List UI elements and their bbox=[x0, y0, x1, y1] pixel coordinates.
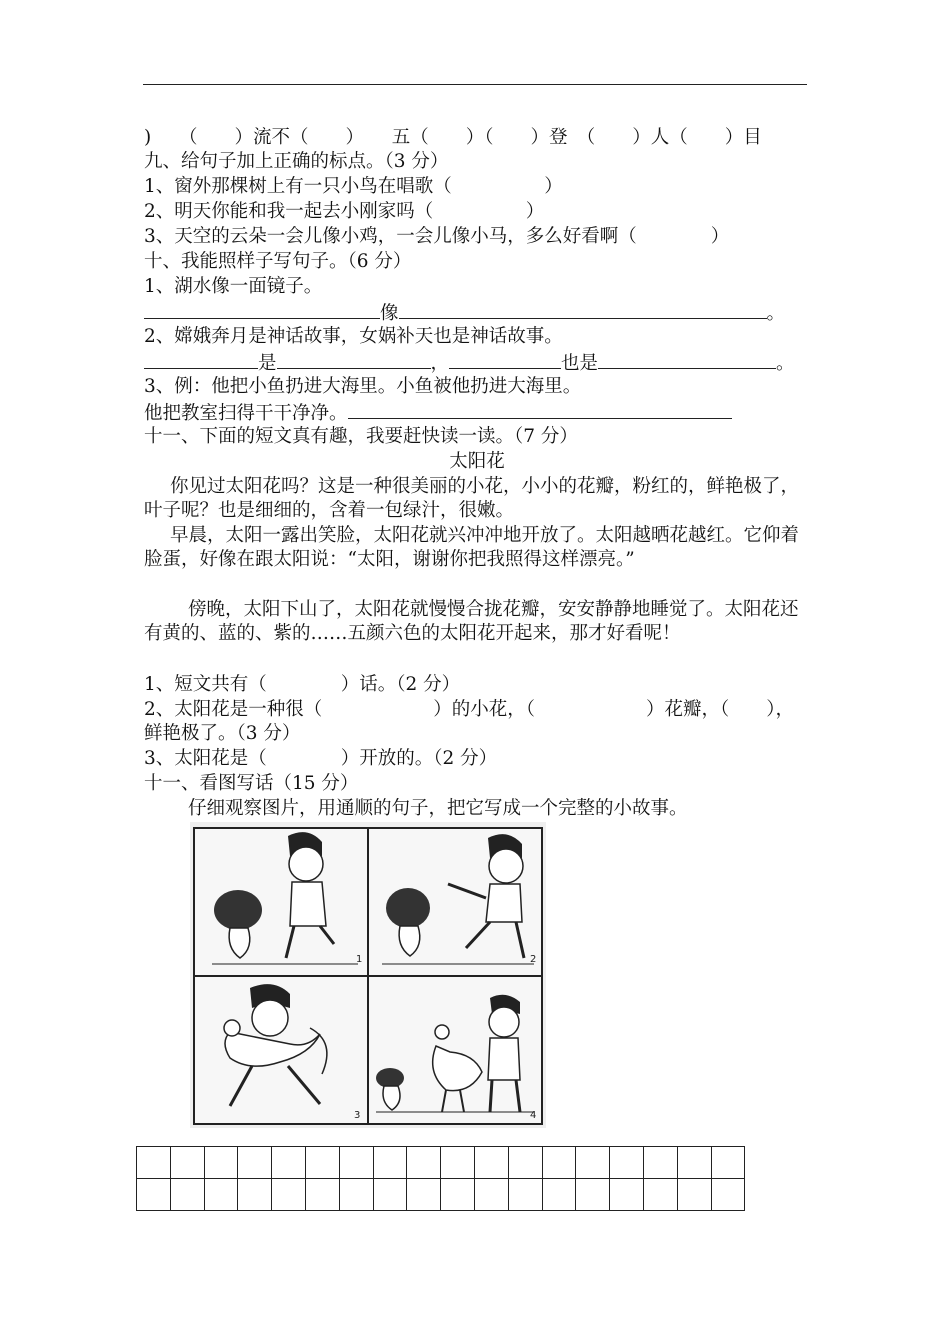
grid-cell[interactable] bbox=[407, 1147, 441, 1179]
grid-cell[interactable] bbox=[643, 1179, 677, 1211]
grid-cell[interactable] bbox=[508, 1179, 542, 1211]
grid-cell[interactable] bbox=[204, 1179, 238, 1211]
grid-cell[interactable] bbox=[238, 1179, 272, 1211]
grid-cell[interactable] bbox=[137, 1147, 171, 1179]
section-12-title: 十一、看图写话（15 分） bbox=[144, 773, 359, 794]
sec9-item-3: 3、天空的云朵一会儿像小鸡，一会儿像小马，多么好看啊（ ） bbox=[144, 226, 730, 247]
grid-cell[interactable] bbox=[407, 1179, 441, 1211]
grid-cell[interactable] bbox=[305, 1179, 339, 1211]
sec12-instruction: 仔细观察图片，用通顺的句子，把它写成一个完整的小故事。 bbox=[188, 798, 688, 819]
answer-blank[interactable] bbox=[144, 300, 380, 319]
grid-cell[interactable] bbox=[576, 1147, 610, 1179]
grid-cell[interactable] bbox=[610, 1179, 644, 1211]
sec10-item-2: 2、嫦娥奔月是神话故事，女娲补天也是神话故事。 bbox=[144, 326, 563, 347]
sec9-item-1: 1、窗外那棵树上有一只小鸟在唱歌（ ） bbox=[144, 176, 563, 197]
grid-cell[interactable] bbox=[170, 1179, 204, 1211]
grid-cell[interactable] bbox=[542, 1179, 576, 1211]
grid-row bbox=[137, 1179, 745, 1211]
grid-cell[interactable] bbox=[373, 1147, 407, 1179]
grid-cell[interactable] bbox=[643, 1147, 677, 1179]
grid-cell[interactable] bbox=[474, 1179, 508, 1211]
grid-cell[interactable] bbox=[305, 1147, 339, 1179]
grid-cell[interactable] bbox=[677, 1147, 711, 1179]
grid-cell[interactable] bbox=[474, 1147, 508, 1179]
sec10-item-3: 3、例：他把小鱼扔进大海里。小鱼被他扔进大海里。 bbox=[144, 376, 582, 397]
grid-cell[interactable] bbox=[576, 1179, 610, 1211]
grid-cell[interactable] bbox=[677, 1179, 711, 1211]
sec9-item-2: 2、明天你能和我一起去小刚家吗（ ） bbox=[144, 201, 545, 222]
sec10-answer-line-3: 他把教室扫得干干净净。 bbox=[144, 400, 732, 426]
panel-number: 3 bbox=[354, 1110, 361, 1121]
sec10-answer-line-2: 是 ， 也是 。 bbox=[144, 350, 795, 376]
grid-cell[interactable] bbox=[137, 1179, 171, 1211]
grid-cell[interactable] bbox=[339, 1147, 373, 1179]
answer-blank[interactable] bbox=[399, 300, 767, 319]
story-paragraph-1: 你见过太阳花吗？这是一种很美丽的小花，小小的花瓣，粉红的，鲜艳极了，叶子呢？也是细细的，含着一包绿汁，很嫩。 bbox=[144, 476, 800, 521]
sec11-question-2: 2、太阳花是一种很（ ）的小花，（ ）花瓣，（ ），鲜艳极了。（3 分） bbox=[144, 699, 795, 744]
comic-panels bbox=[190, 822, 546, 1128]
writing-grid bbox=[136, 1146, 745, 1211]
grid-cell[interactable] bbox=[339, 1179, 373, 1211]
story-title: 太阳花 bbox=[449, 451, 505, 472]
answer-blank[interactable] bbox=[598, 350, 776, 369]
grid-cell[interactable] bbox=[272, 1179, 306, 1211]
header-rule bbox=[143, 84, 807, 85]
grid-cell[interactable] bbox=[508, 1147, 542, 1179]
answer-blank[interactable] bbox=[449, 350, 561, 369]
answer-blank[interactable] bbox=[144, 350, 258, 369]
grid-row bbox=[137, 1147, 745, 1179]
story-paragraph-2: 早晨，太阳一露出笑脸，太阳花就兴冲冲地开放了。太阳越晒花越红。它仰着脸蛋，好像在跟太阳说：“太阳，谢谢你把我照得这样漂亮。” bbox=[144, 525, 800, 570]
panel-number: 1 bbox=[356, 954, 363, 965]
sec10-item-1: 1、湖水像一面镜子。 bbox=[144, 276, 323, 297]
answer-blank[interactable] bbox=[348, 400, 732, 419]
grid-cell[interactable] bbox=[272, 1147, 306, 1179]
sec11-question-3: 3、太阳花是（ ）开放的。（2 分） bbox=[144, 748, 498, 769]
story-picture bbox=[190, 822, 546, 1128]
grid-cell[interactable] bbox=[238, 1147, 272, 1179]
grid-cell[interactable] bbox=[170, 1147, 204, 1179]
grid-cell[interactable] bbox=[441, 1179, 475, 1211]
answer-blank[interactable] bbox=[277, 350, 431, 369]
grid-cell[interactable] bbox=[373, 1179, 407, 1211]
story-paragraph-3: 傍晚，太阳下山了，太阳花就慢慢合拢花瓣，安安静静地睡觉了。太阳花还有黄的、蓝的、紫的……五颜六色的太阳花开起来，那才好看呢！ bbox=[144, 599, 799, 644]
fill-blank-row: ) （ ）流不（ ） 五（ ）（ ）登 （ ）人（ ）目 bbox=[144, 127, 762, 148]
sec11-question-1: 1、短文共有（ ）话。（2 分） bbox=[144, 674, 461, 695]
grid-cell[interactable] bbox=[542, 1147, 576, 1179]
sec10-answer-line-1: 像 。 bbox=[144, 300, 785, 326]
section-10-title: 十、我能照样子写句子。（6 分） bbox=[144, 251, 412, 272]
grid-cell[interactable] bbox=[711, 1179, 745, 1211]
grid-cell[interactable] bbox=[711, 1147, 745, 1179]
grid-cell[interactable] bbox=[441, 1147, 475, 1179]
grid-cell[interactable] bbox=[610, 1147, 644, 1179]
panel-number: 2 bbox=[530, 954, 537, 965]
section-11-title: 十一、下面的短文真有趣，我要赶快读一读。（7 分） bbox=[144, 426, 578, 447]
panel-number: 4 bbox=[530, 1110, 537, 1121]
section-9-title: 九、给句子加上正确的标点。（3 分） bbox=[144, 151, 449, 172]
grid-cell[interactable] bbox=[204, 1147, 238, 1179]
